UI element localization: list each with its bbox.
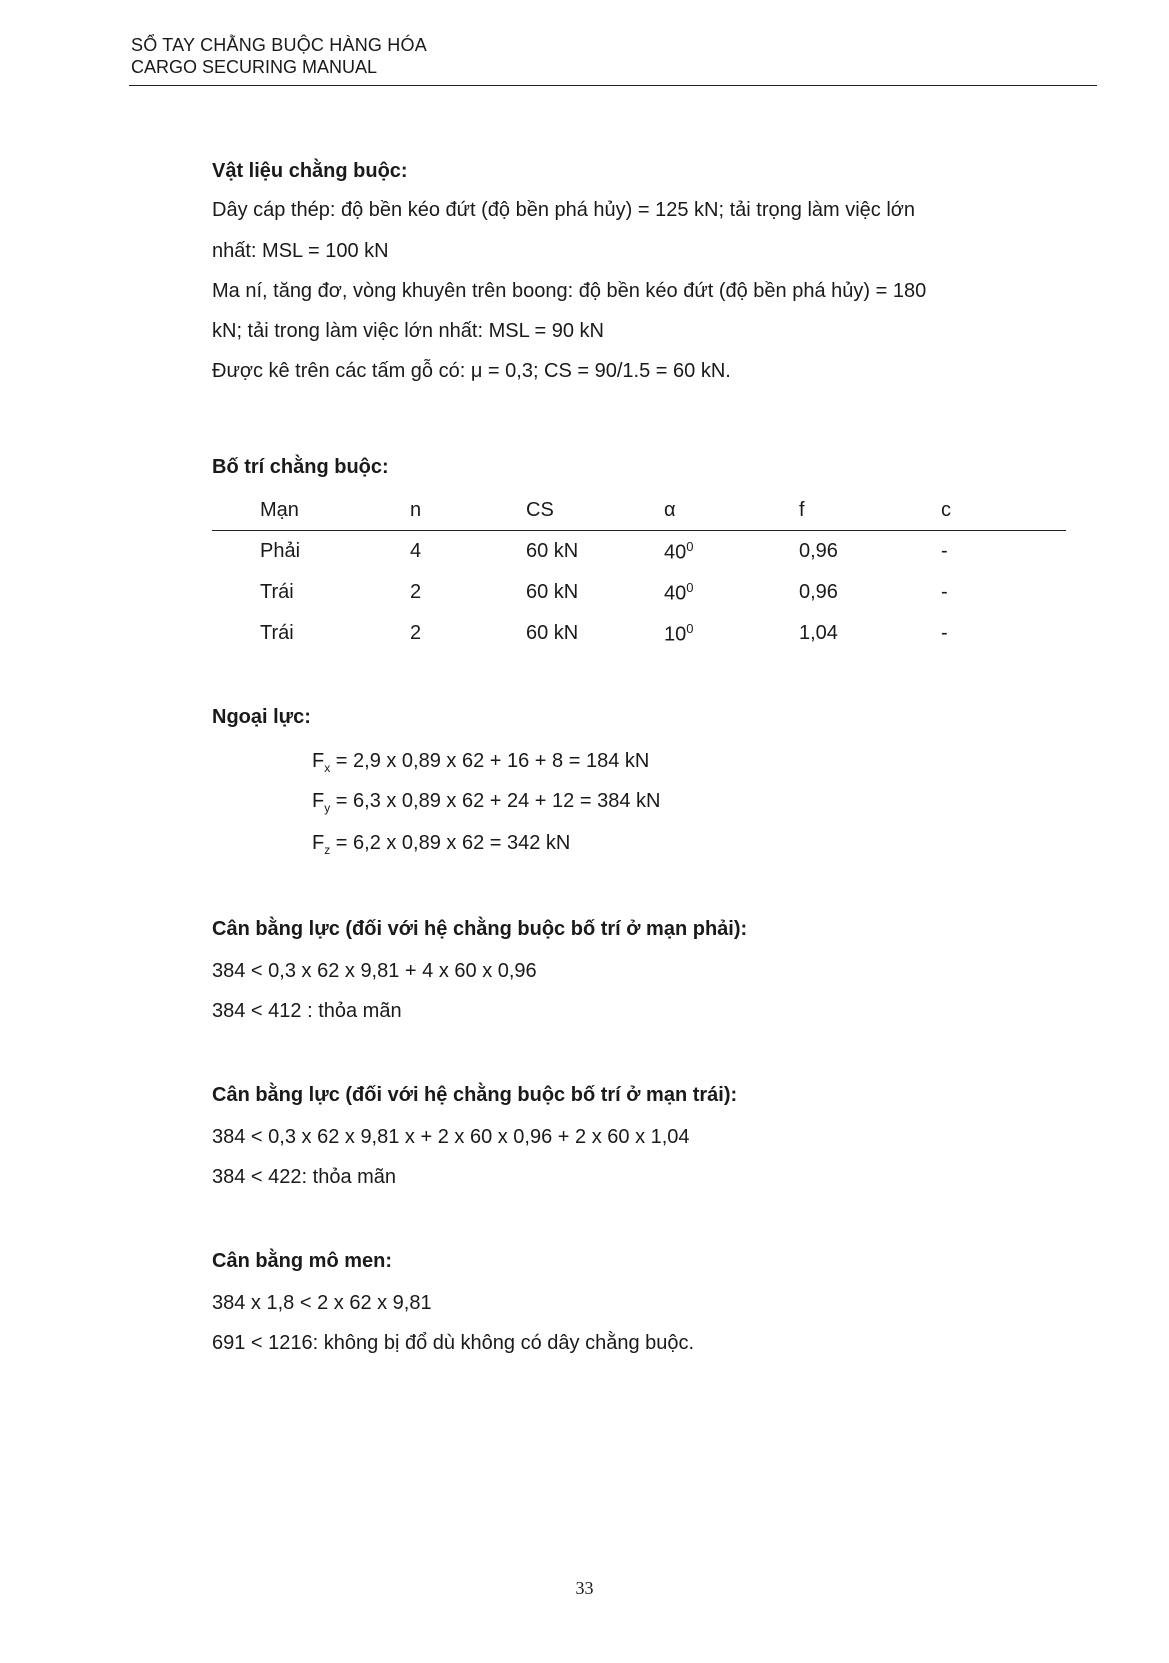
materials-line-3: Ma ní, tăng đơ, vòng khuyên trên boong: độ bền kéo đứt (độ bền phá hủy) = 180	[212, 280, 927, 302]
cell-f: 0,96	[799, 540, 838, 562]
moment-line-1: 384 x 1,8 < 2 x 62 x 9,81	[212, 1292, 432, 1314]
cell-c: -	[941, 540, 948, 562]
moment-line-2: 691 < 1216: không bị đổ dù không có dây chằng buộc.	[212, 1332, 695, 1354]
cell-c: -	[941, 581, 948, 603]
col-header-alpha: α	[664, 490, 799, 531]
cell-cs: 60 kN	[526, 622, 579, 644]
header-title-en: CARGO SECURING MANUAL	[131, 57, 378, 77]
header-rule	[129, 85, 1097, 86]
materials-line-2: nhất: MSL = 100 kN	[212, 240, 389, 262]
col-header-n: n	[410, 490, 526, 531]
moment-heading: Cân bằng mô men:	[212, 1250, 393, 1272]
arrangement-heading: Bố trí chằng buộc:	[212, 456, 389, 478]
cell-side: Trái	[260, 581, 294, 603]
page-number: 33	[575, 1578, 594, 1598]
cell-n: 2	[410, 622, 422, 644]
cell-c: -	[941, 622, 948, 644]
cell-alpha: $40^0$	[664, 538, 694, 564]
col-header-side: Mạn	[260, 490, 410, 531]
table-row	[212, 613, 1066, 654]
lashing-table-header	[212, 490, 1066, 531]
formula-fy: $F_y = 6,3$ x 0,89 x 62 + 24 + 12 = 384 kN	[312, 790, 661, 815]
balance-left-line-2: 384 < 422: thỏa mãn	[212, 1166, 397, 1188]
balance-right-line-2: 384 < 412 : thỏa mãn	[212, 1000, 402, 1022]
formula-fz: $F_z = 6,2$ x 0,89 x 62 = 342 kN	[312, 832, 571, 857]
col-header-c: c	[941, 490, 1066, 531]
cell-n: 4	[410, 540, 422, 562]
materials-line-5: Được kê trên các tấm gỗ có: μ = 0,3; CS = 90/1.5 = 60 kN.	[212, 360, 731, 382]
materials-line-4: kN; tải trong làm việc lớn nhất: MSL = 90 kN	[212, 320, 604, 342]
balance-right-heading: Cân bằng lực (đối với hệ chằng buộc bố trí ở mạn phải):	[212, 918, 748, 940]
cell-alpha: $40^0$	[664, 579, 694, 605]
external-forces-heading: Ngoại lực:	[212, 706, 311, 728]
cell-cs: 60 kN	[526, 581, 579, 603]
table-row	[212, 572, 1066, 613]
formula-fx: $F_x = 2,9$ x 0,89 x 62 + 16 + 8 = 184 kN	[312, 750, 650, 775]
col-header-cs: CS	[526, 490, 664, 531]
materials-heading: Vật liệu chằng buộc:	[212, 160, 408, 182]
cell-side: Phải	[260, 540, 301, 562]
col-header-f: f	[799, 490, 941, 531]
cell-alpha: $10^0$	[664, 620, 694, 646]
lashing-table	[212, 490, 1066, 654]
cell-f: 0,96	[799, 581, 838, 603]
balance-left-line-1: 384 < 0,3 x 62 x 9,81 x + 2 x 60 x 0,96 + 2 x 60 x 1,04	[212, 1126, 690, 1148]
table-row	[212, 531, 1066, 573]
materials-line-1: Dây cáp thép: độ bền kéo đứt (độ bền phá hủy) = 125 kN; tải trọng làm việc lớn	[212, 199, 916, 221]
page-header	[131, 34, 1097, 78]
header-title-vi: SỔ TAY CHẰNG BUỘC HÀNG HÓA	[131, 35, 427, 55]
cell-cs: 60 kN	[526, 540, 579, 562]
cell-side: Trái	[260, 622, 294, 644]
cell-f: 1,04	[799, 622, 838, 644]
balance-left-heading: Cân bằng lực (đối với hệ chằng buộc bố trí ở mạn trái):	[212, 1084, 738, 1106]
cell-n: 2	[410, 581, 422, 603]
balance-right-line-1: 384 < 0,3 x 62 x 9,81 + 4 x 60 x 0,96	[212, 960, 537, 982]
